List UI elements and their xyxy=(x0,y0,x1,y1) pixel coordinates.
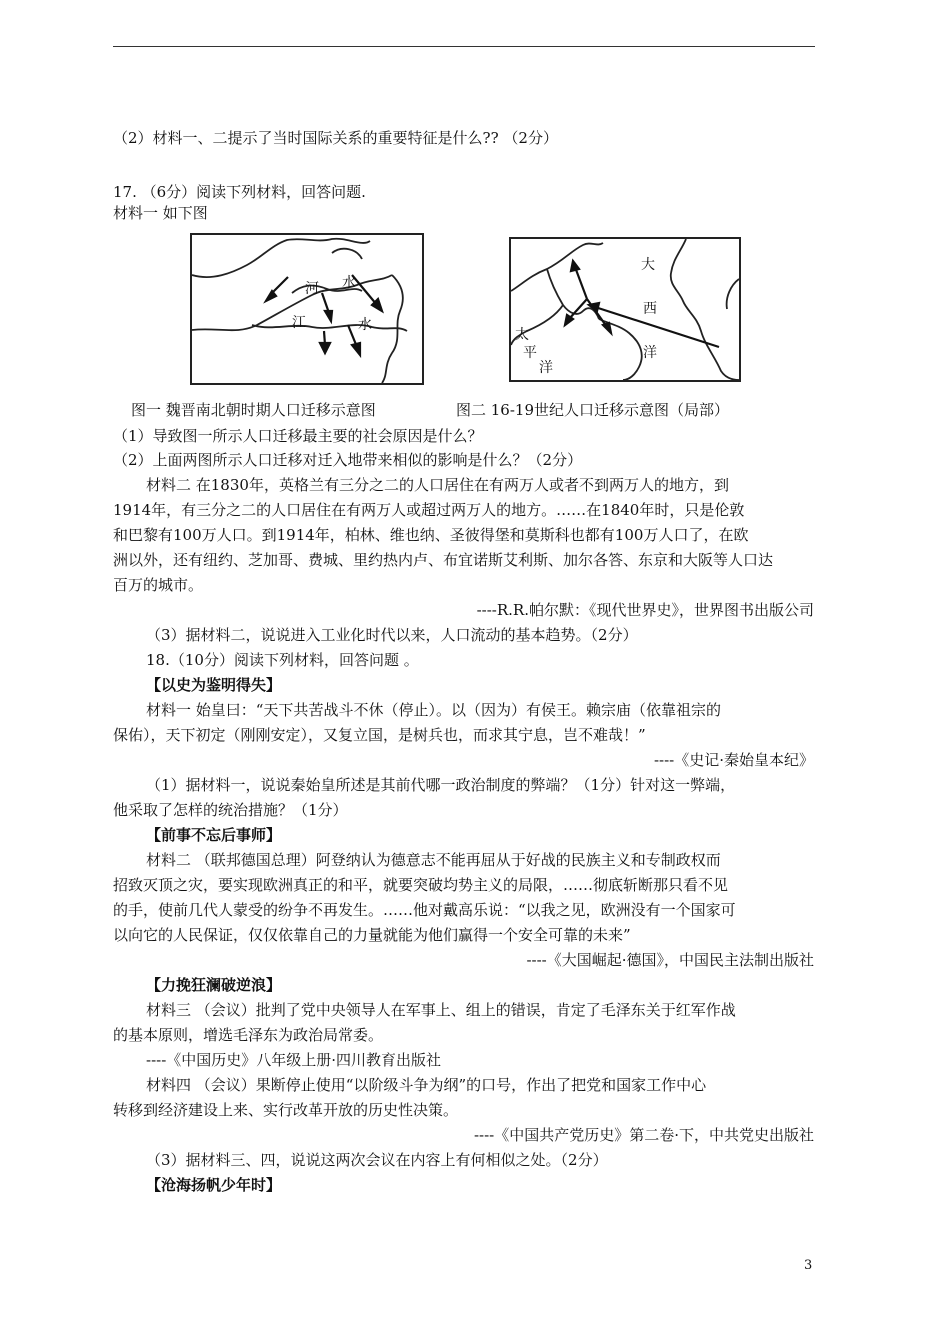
map1-caption: 图一 魏晋南北朝时期人口迁移示意图 xyxy=(131,401,376,419)
q18-material-2-line-1: 材料二 （联邦德国总理）阿登纳认为德意志不能再屈从于好战的民族主义和专制政权而 xyxy=(146,851,721,869)
page-number: 3 xyxy=(804,1258,813,1273)
material-2-source: ----R.R.帕尔默：《现代世界史》，世界图书出版公司 xyxy=(476,601,814,619)
q18-material-2-line-2: 招致灭顶之灾，要实现欧洲真正的和平，就要突破均势主义的局限，……彻底斩断那只看不见 xyxy=(113,876,729,894)
material-2-line-3: 和巴黎有100万人口。到1914年，柏林、维也纳、圣彼得堡和莫斯科也都有100万人口了，在欧 xyxy=(113,526,749,544)
q18-material-4-line-2: 转移到经济建设上来、实行改革开放的历史性决策。 xyxy=(113,1101,459,1119)
q18-material-2-source: ----《大国崛起·德国》，中国民主法制出版社 xyxy=(526,951,814,969)
map2-label-xi: 西 xyxy=(643,301,657,317)
q18-material-1-source: ----《史记·秦始皇本纪》 xyxy=(653,751,814,769)
map1-label-shui1: 水 xyxy=(342,275,356,291)
q18-material-4-line-1: 材料四 （会议）果断停止使用“以阶级斗争为纲”的口号，作出了把党和国家工作中心 xyxy=(146,1076,707,1094)
map2-label-yang2: 洋 xyxy=(539,360,553,376)
question-17-3: （3）据材料二，说说进入工业化时代以来，人口流动的基本趋势。（2分） xyxy=(146,626,638,644)
question-18-1-line-2: 他采取了怎样的统治措施？（1分） xyxy=(113,801,348,819)
q18-material-4-source: ----《中国共产党历史》第二卷·下，中共党史出版社 xyxy=(473,1126,814,1144)
map2-label-tai: 太 xyxy=(515,327,529,343)
map2-label-yang1: 洋 xyxy=(643,345,657,361)
material-2-line-4: 洲以外，还有纽约、芝加哥、费城、里约热内卢、布宜诺斯艾利斯、加尔各答、东京和大阪等人口达 xyxy=(113,551,774,569)
section-heading-2: 【前事不忘后事师】 xyxy=(146,826,282,844)
map2-label-da: 大 xyxy=(641,257,655,273)
question-16-2: （2）材料一、二提示了当时国际关系的重要特征是什么?? （2分） xyxy=(113,129,558,147)
question-17-2: （2）上面两图所示人口迁移对迁入地带来相似的影响是什么？（2分） xyxy=(113,451,583,469)
map-wei-jin-migration xyxy=(190,233,424,385)
question-17-heading: 17. （6分）阅读下列材料，回答问题. xyxy=(113,183,366,201)
section-heading-1: 【以史为鉴明得失】 xyxy=(146,676,282,694)
question-18-1-line-1: （1）据材料一，说说秦始皇所述是其前代哪一政治制度的弊端？（1分）针对这一弊端， xyxy=(146,776,736,794)
map2-caption: 图二 16-19世纪人口迁移示意图（局部） xyxy=(456,401,730,419)
material-2-line-2: 1914年，有三分之二的人口居住在有两万人或超过两万人的地方。……在1840年时，只是伦敦 xyxy=(113,501,745,519)
map1-label-he: 河 xyxy=(305,281,319,297)
q18-material-3-line-2: 的基本原则，增选毛泽东为政治局常委。 xyxy=(113,1026,384,1044)
map-wei-jin-drawing xyxy=(192,235,422,383)
question-18-heading: 18.（10分）阅读下列材料，回答问题 。 xyxy=(146,651,419,669)
map1-label-shui2: 水 xyxy=(358,317,372,333)
q18-material-3-line-1: 材料三 （会议）批判了党中央领导人在军事上、组上的错误，肯定了毛泽东关于红军作战 xyxy=(146,1001,736,1019)
q18-material-1-line-1: 材料一 始皇曰：“天下共苦战斗不休（停止）。以（因为）有侯王。赖宗庙（依靠祖宗的 xyxy=(146,701,721,719)
map-atlantic-migration xyxy=(509,237,741,382)
material-2-line-1: 材料二 在1830年，英格兰有三分之二的人口居住在有两万人或者不到两万人的地方，到 xyxy=(146,476,729,494)
q18-material-2-line-4: 以向它的人民保证，仅仅依靠自己的力量就能为他们赢得一个安全可靠的未来” xyxy=(113,926,631,944)
q18-material-2-line-3: 的手，使前几代人蒙受的纷争不再发生。……他对戴高乐说：“以我之见，欧洲没有一个国家可 xyxy=(113,901,736,919)
question-18-3: （3）据材料三、四，说说这两次会议在内容上有何相似之处。（2分） xyxy=(146,1151,608,1169)
q18-material-1-line-2: 保佑），天下初定（刚刚安定），又复立国，是树兵也，而求其宁息，岂不难哉！” xyxy=(113,726,646,744)
material-2-line-5: 百万的城市。 xyxy=(113,576,204,594)
map2-label-ping: 平 xyxy=(523,345,537,361)
map-atlantic-drawing xyxy=(511,239,739,380)
map1-label-jiang: 江 xyxy=(292,315,306,331)
question-17-1: （1）导致图一所示人口迁移最主要的社会原因是什么？ xyxy=(113,427,483,445)
section-heading-4: 【沧海扬帆少年时】 xyxy=(146,1176,282,1194)
section-heading-3: 【力挽狂澜破逆浪】 xyxy=(146,976,282,994)
header-rule xyxy=(113,46,815,47)
material-1-label: 材料一 如下图 xyxy=(113,204,208,222)
q18-material-3-source: ----《中国历史》八年级上册·四川教育出版社 xyxy=(146,1051,442,1069)
